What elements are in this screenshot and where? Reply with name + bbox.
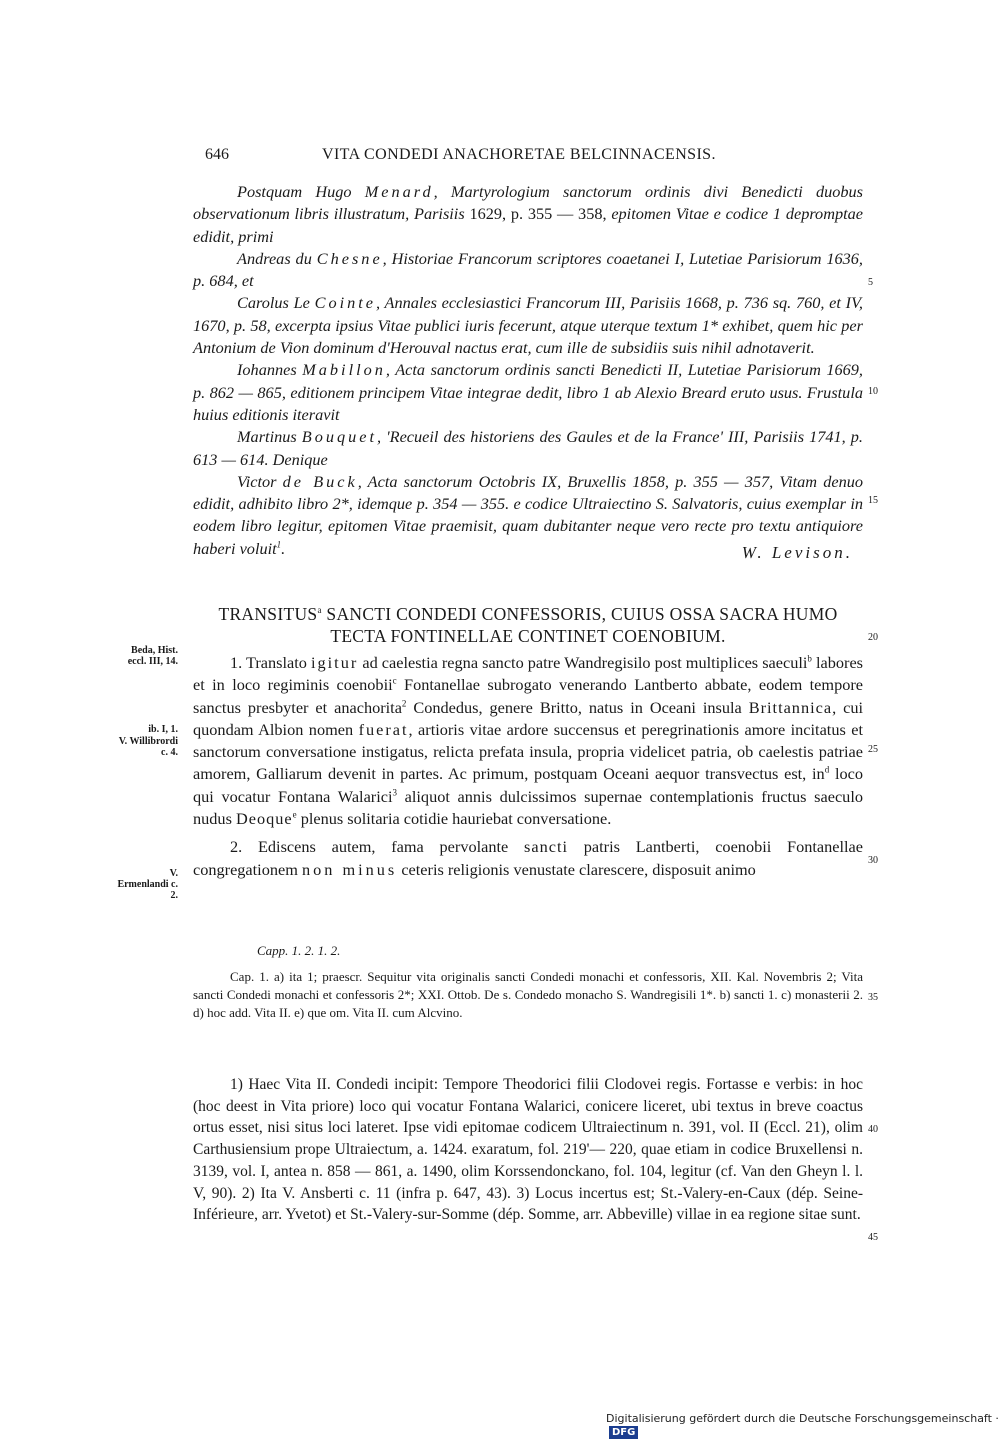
line-number: 40 [868, 1124, 878, 1135]
intro-paragraph: Andreas du Chesne, Historiae Francorum scriptores coaetanei I, Lutetiae Parisiorum 1636, p. 684, et [193, 248, 863, 291]
footnotes [193, 1074, 863, 1226]
introduction [193, 181, 863, 564]
chapter-1: 1. Translato igitur ad caelestia regna sancto patre Wandregisilo post multiplices saeculi$^b$ labores et in loco regiminis coenobii$^c$ Fontanellae subrogato venerando Lantberto abbate, eodem tempore sanctus presbyter et anachorita$^2$ Condedus, genere Britto, natus in Oceani insula Brittannica, cui quondam Albion nomen fuerat, artioris vitae ardore succensus et peregrinationis amore incitatus et sanctorum conversatione instigatus, relicta prefata insula, propria videlicet patria, ob caelestis patriae amorem, Galliarum devenit in partes. Ac primum, postquam Oceani aequor transvectus est, $in^d$ loco qui vocatur Fontana Walarici$^3$ aliquot annis dulcissimos supernae contemplationis fructus saeculo nudus Deoque$^e$ plenus solitaria cotidie hauriebat conversatione. [193, 653, 864, 829]
intro-paragraph: Victor de Buck, Acta sanctorum Octobris IX, Bruxellis 1858, p. 355 — 357, Vitam denuo edidit, adhibito libro 2*, idemque p. 354 — 355. e codice Ultraiectino S. Salvatoris, cuius exemplar in eodem libro legitur, epitomen Vitae praemisit, quam dubitanter neque vero recte pro textu antiquiore haberi voluit$^1$. W. Levison. [193, 471, 863, 560]
margin-note: ib. I, 1. [148, 724, 178, 735]
margin-note: V. Willibrordi c. 4. [118, 736, 178, 758]
footnote-text: 1) Haec Vita II. Condedi incipit: Tempore Theodorici filii Clodovei regis. Fortasse e verbis: in hoc (hoc deest in Vita priore) loco qui vocatur Fontana Walarici, conicere liceret, ubi textus in breve coactus ortus esset, nisi situs loci lateret. Ipse vidi epitomae codicem Ultraiectinum n. 391, vol. II (Eccl. 21), olim Carthusiensium prope Ultraiectum, a. 1424. exaratum, fol. 219'— 220, quae etiam in codice Bruxellensi n. 3139, vol. I, antea n. 858 — 861, a. 1490, olim Korssendonckano, fol. 104, legitur (cf. Van den Gheyn l. l. V, 90). 2) Ita V. Ansberti c. 11 (infra p. 647, 43). 3) Locus incertus est; St.-Valery-en-Caux (dép. Seine-Inférieure, arr. Yvetot) et St.-Valery-sur-Somme (dép. Somme, arr. Abbeville) villae in ea regione sitae sunt. [193, 1076, 863, 1224]
section-title: TRANSITUS$^a$ SANCTI CONDEDI CONFESSORIS, CUIUS OSSA SACRA HUMO TECTA FONTINELLAE CONTINET COENOBIUM. [218, 604, 838, 646]
critical-apparatus [193, 942, 863, 1022]
line-number: 25 [868, 744, 878, 755]
main-text [193, 652, 863, 881]
line-number: 20 [868, 632, 878, 643]
intro-paragraph: Martinus Bouquet, 'Recueil des historiens des Gaules et de la France' III, Parisiis 1741, p. 613 — 614. Denique [193, 427, 863, 469]
dfg-logo: DFG [609, 1426, 638, 1439]
line-number: 30 [868, 855, 878, 866]
line-number: 45 [868, 1232, 878, 1243]
line-number: 5 [868, 277, 873, 288]
apparatus-notes: Cap. 1. a) ita 1; praescr. Sequitur vita originalis sancti Condedi monachi et confessoris, XII. Kal. Novembris 2; Vita sancti Condedi monachi et confessoris 2*; XXI. Ottob. De s. Condedo monacho S. Wandregisili 1*. b) sancti 1. c) monasterii 2. d) hoc add. Vita II. e) que om. Vita II. cum Alcvino. [193, 969, 863, 1020]
margin-note: Beda, Hist. eccl. III, 14. [127, 645, 178, 667]
intro-paragraph: Iohannes Mabillon, Acta sanctorum ordinis sancti Benedicti II, Lutetiae Parisiorum 1669, p. 862 — 865, editionem principem Vitae integrae dedit, libro 1 ab Alexio Breard eruto usus. Frustula huius editionis iteravit [193, 360, 863, 424]
line-number: 15 [868, 495, 878, 506]
running-title: VITA CONDEDI ANACHORETAE BELCINNACENSIS. [322, 146, 716, 163]
page-number: 646 [205, 146, 229, 163]
chapter-2: 2. Ediscens autem, fama pervolante sancti patris Lantberti, coenobii Fontanellae congregationem non minus ceteris religionis venustate clarescere, disposuit animo [193, 837, 863, 879]
editor-signature: W. Levison. [741, 542, 853, 562]
line-number: 35 [868, 992, 878, 1003]
footer-credit: Digitalisierung gefördert durch die Deutsche Forschungsgemeinschaft ·DFG [606, 1412, 999, 1438]
intro-paragraph: Postquam Hugo Menard, Martyrologium sanctorum ordinis divi Benedicti duobus observationum libris illustratum, Parisiis 1629, p. 355 — 358, epitomen Vitae e codice 1 depromptae edidit, primi [193, 182, 863, 246]
line-number: 10 [868, 386, 878, 397]
margin-note: V. Ermenlandi c. 2. [117, 868, 178, 901]
intro-paragraph: Carolus Le Cointe, Annales ecclesiastici Francorum III, Parisiis 1668, p. 736 sq. 760, et IV, 1670, p. 58, excerpta ipsius Vitae publici iuris fecerunt, atque uterque textum 1* exhibet, quem hic per Antonium de Vion dominum d'Herouval nactus erat, cum ille de subsidiis suis nihil adnotaverit. [193, 293, 863, 358]
apparatus-chapters: Capp. 1. 2. 1. 2. [257, 943, 341, 958]
